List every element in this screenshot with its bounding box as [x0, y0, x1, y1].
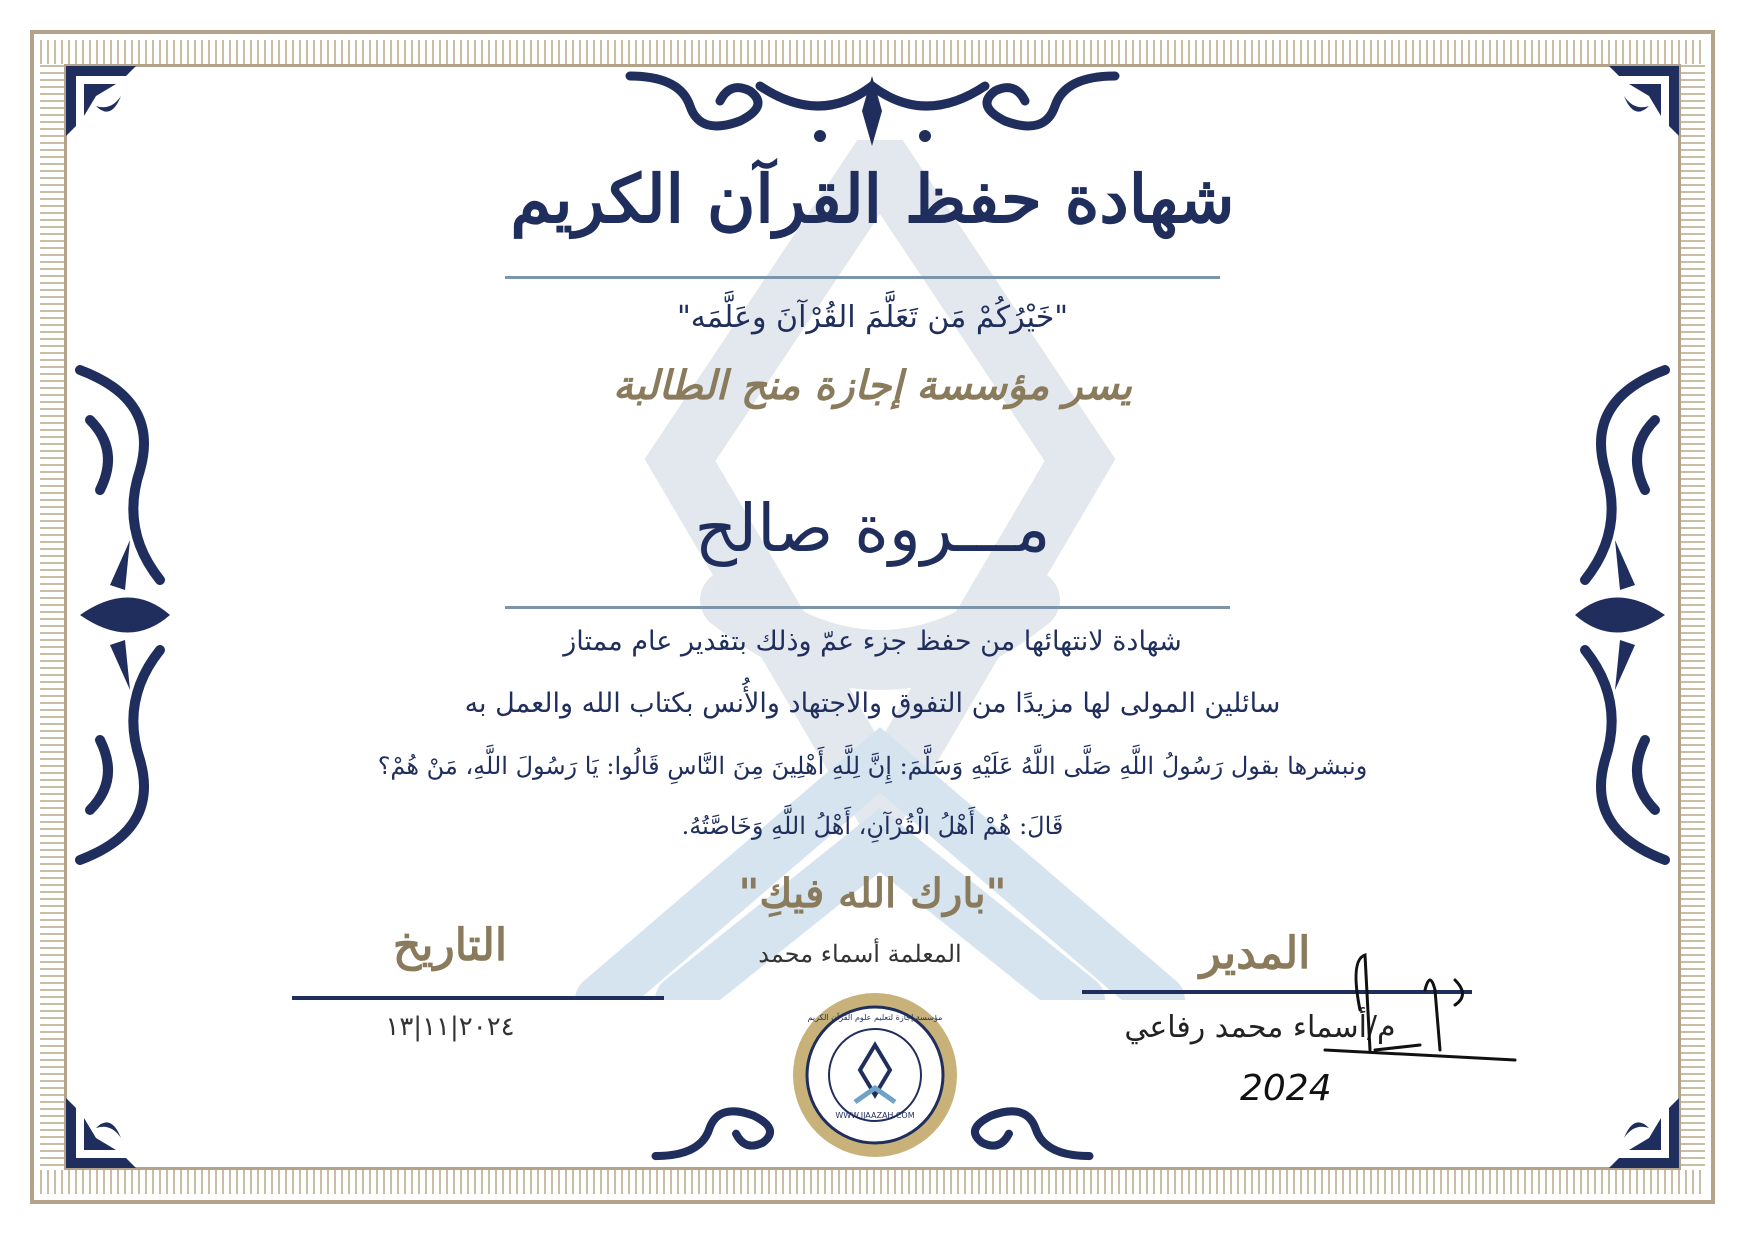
date-label: التاريخ: [392, 920, 508, 971]
date-line: [292, 996, 664, 1000]
seal-ring-text: مؤسسة إجازة لتعليم علوم القرآن الكريم: [807, 1013, 943, 1022]
top-scroll-ornament-icon: [620, 66, 1125, 161]
director-name: م/أسماء محمد رفاعي: [1124, 1010, 1396, 1045]
blessing-text: "بارك الله فيكِ": [738, 870, 1007, 917]
student-name: مـــروة صالح: [694, 490, 1051, 567]
corner-ornament-icon: [1609, 1098, 1679, 1168]
date-value: ٢٠٢٤|١١|١٣: [385, 1012, 515, 1042]
body-line-1: شهادة لانتهائها من حفظ جزء عمّ وذلك بتقدير عام ممتاز: [563, 626, 1182, 657]
side-scroll-ornament-icon: [70, 360, 180, 870]
certificate-title: شهادة حفظ القرآن الكريم: [510, 160, 1235, 238]
teacher-note: المعلمة أسماء محمد: [758, 940, 962, 968]
body-line-4: قَالَ: هُمْ أَهْلُ الْقُرْآنِ، أَهْلُ اللَّهِ وَخَاصَّتُهُ.: [681, 812, 1064, 840]
title-divider: [505, 276, 1220, 279]
handwritten-signature: [1320, 950, 1520, 1070]
director-label: المدير: [1199, 928, 1311, 979]
body-line-2: سائلين المولى لها مزيدًا من التفوق والاجتهاد والأُنس بكتاب الله والعمل به: [464, 688, 1281, 719]
institution-line: يسر مؤسسة إجازة منح الطالبة: [613, 362, 1132, 409]
hadith-quote: "خَيْرُكُمْ مَن تَعَلَّمَ القُرْآنَ وعَلَّمَه": [676, 300, 1069, 335]
corner-ornament-icon: [1609, 66, 1679, 136]
name-divider: [505, 606, 1230, 609]
corner-ornament-icon: [66, 1098, 136, 1168]
institution-seal-icon: [790, 990, 960, 1160]
signature-year: 2024: [1240, 1068, 1332, 1109]
corner-ornament-icon: [66, 66, 136, 136]
seal-website: WWW.IJAAZAH.COM: [835, 1111, 915, 1120]
body-line-3: ونبشرها بقول رَسُولُ اللَّهِ صَلَّى اللَّهُ عَلَيْهِ وَسَلَّمَ: إِنَّ لِلَّهِ أَهْلِينَ مِنَ النَّاسِ قَالُوا: يَا رَسُولَ اللَّهِ، مَنْ هُمْ؟: [377, 752, 1368, 780]
side-scroll-ornament-icon: [1565, 360, 1675, 870]
